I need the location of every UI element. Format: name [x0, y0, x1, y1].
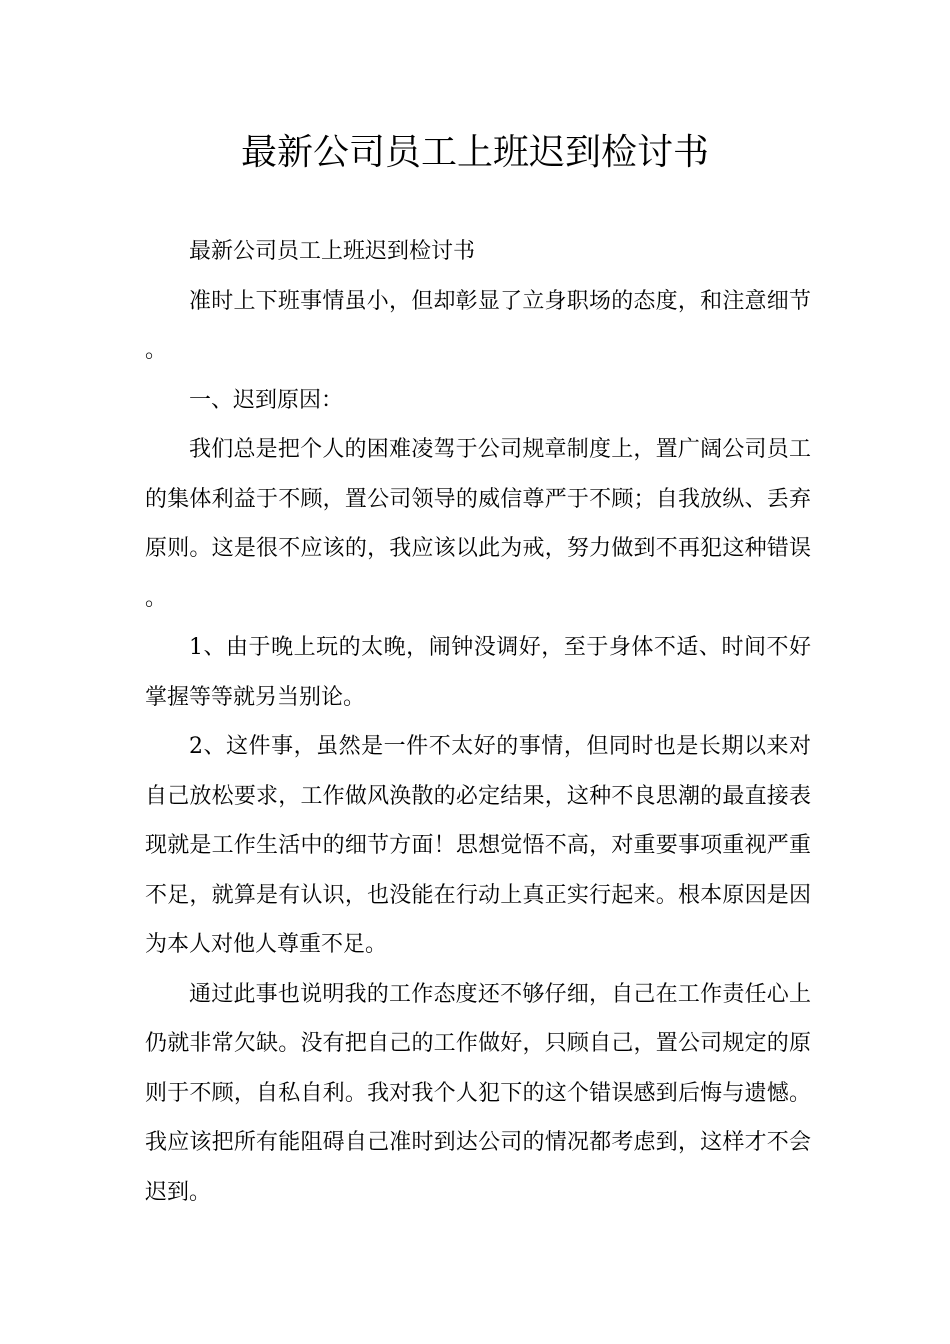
document-body: [145, 227, 811, 1217]
paragraph-reason-2: 2、这件事，虽然是一件不太好的事情，但同时也是长期以来对自己放松要求，工作做风涣散的必定结果，这种不良思潮的最直接表现就是工作生活中的细节方面！思想觉悟不高，对重要事项重视严重不足，就算是有认识，也没能在行动上真正实行起来。根本原因是因为本人对他人尊重不足。: [145, 734, 811, 957]
paragraph-reflection: 通过此事也说明我的工作态度还不够仔细，自己在工作责任心上仍就非常欠缺。没有把自己的工作做好，只顾自己，置公司规定的原则于不顾，自私自利。我对我个人犯下的这个错误感到后悔与遗憾。我应该把所有能阻碍自己准时到达公司的情况都考虑到，这样才不会迟到。: [145, 981, 811, 1205]
paragraph-reason-overview: 我们总是把个人的困难凌驾于公司规章制度上，置广阔公司员工的集体利益于不顾，置公司领导的威信尊严于不顾；自我放纵、丢弃原则。这是很不应该的，我应该以此为戒，努力做到不再犯这种错误。: [145, 437, 811, 611]
document-title: 最新公司员工上班迟到检讨书: [240, 132, 709, 173]
paragraph-heading-repeat: 最新公司员工上班迟到检讨书: [189, 239, 476, 264]
paragraph-intro: 准时上下班事情虽小，但却彰显了立身职场的态度，和注意细节。: [145, 288, 811, 363]
paragraph-reason-1: 1、由于晚上玩的太晚，闹钟没调好，至于身体不适、时间不好掌握等等就另当别论。: [145, 635, 811, 710]
paragraph-section-heading: 一、迟到原因：: [189, 387, 344, 413]
